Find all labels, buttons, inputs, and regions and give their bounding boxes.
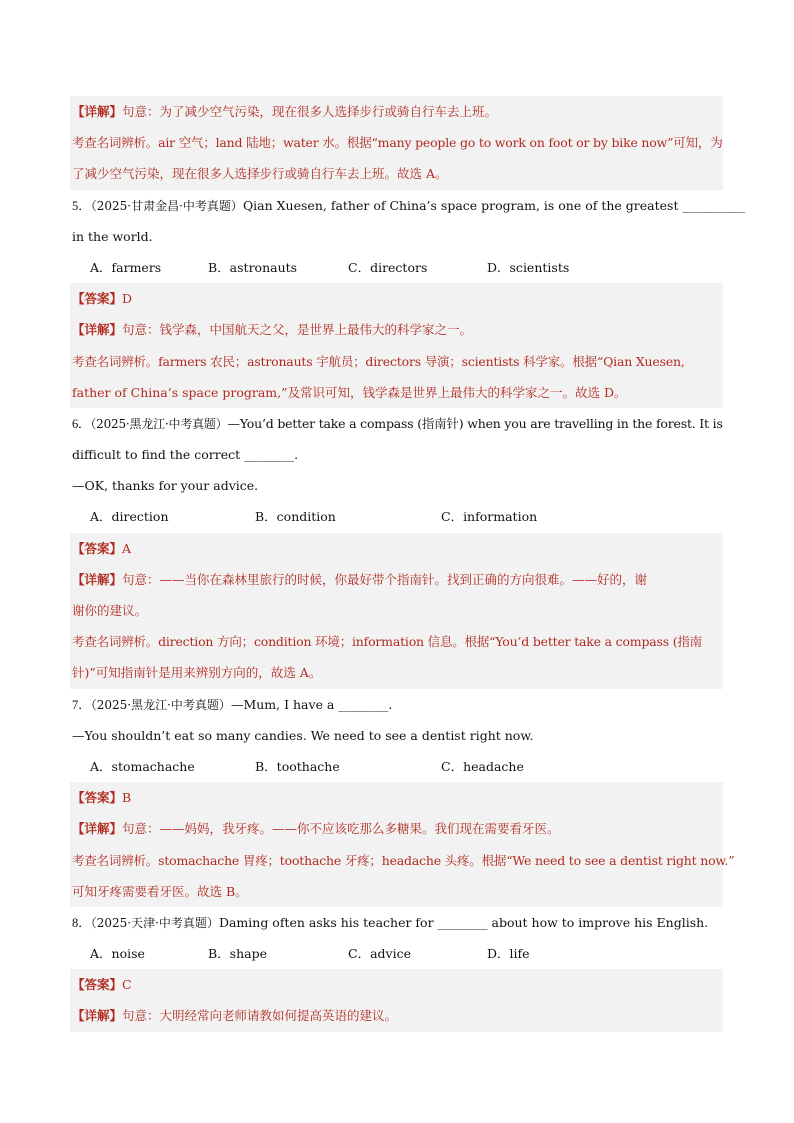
answer-tag: 【答案】 [72, 790, 123, 806]
analysis-line: 考查名词辨析。direction 方向；condition 环境；information 信息。根据“You’d better take a compass (指南 [70, 626, 723, 657]
option-b: B．condition [255, 509, 336, 525]
question-stem [70, 190, 745, 221]
answer-tag: 【答案】 [72, 977, 123, 993]
detail-tag: 【详解】 [72, 1008, 123, 1024]
detail-text: 谢你的建议。 [70, 595, 723, 626]
question-stem [70, 408, 723, 439]
question-list [70, 96, 745, 1032]
detail-text: 句意：——当你在森林里旅行的时候，你最好带个指南针。找到正确的方向很难。——好的，谢 [122, 571, 648, 587]
detail-tag: 【详解】 [72, 571, 123, 587]
detail-line [70, 314, 723, 345]
option-a: A．direction [90, 509, 169, 525]
option-c: C．advice [348, 946, 411, 962]
option-b: B．astronauts [208, 259, 298, 275]
question-number: 5． [72, 198, 91, 213]
question-text: —You’d better take a compass (指南针) when you are travelling in the forest. It is [227, 415, 723, 431]
detail-line [70, 96, 723, 127]
detail-tag: 【详解】 [72, 821, 123, 837]
question-source: （2025·甘肃金昌·中考真题） [90, 198, 243, 213]
option-a: A．noise [90, 946, 145, 962]
answer-line [70, 782, 723, 813]
answer-line [70, 533, 723, 564]
analysis-line: 针)”可知指南针是用来辨别方向的，故选 A。 [70, 657, 723, 688]
option-d: D．scientists [487, 259, 570, 275]
analysis-line: 考查名词辨析。air 空气；land 陆地；water 水。根据“many people go to work on foot or by bike now”可知，为 [70, 127, 723, 158]
option-a: A．farmers [90, 259, 162, 275]
analysis-line: father of China’s space program,”及常识可知，钱学森是世界上最伟大的科学家之一。故选 D。 [70, 377, 723, 408]
option-c: C．information [441, 509, 538, 525]
question-source: （2025·黑龙江·中考真题） [90, 416, 228, 431]
question-stem [70, 907, 723, 938]
question-number: 6． [72, 416, 91, 431]
analysis-line: 了减少空气污染，现在很多人选择步行或骑自行车去上班。故选 A。 [70, 158, 723, 189]
detail-text: 句意：——妈妈，我牙疼。——你不应该吃那么多糖果。我们现在需要看牙医。 [122, 821, 560, 837]
answer-line [70, 969, 723, 1000]
answer-tag: 【答案】 [72, 540, 123, 556]
question-text: Qian Xuesen, father of China’s space program, is one of the greatest __________ [242, 197, 745, 213]
options-row [70, 938, 723, 969]
option-b: B．toothache [255, 758, 340, 774]
detail-text: 句意：为了减少空气污染，现在很多人选择步行或骑自行车去上班。 [122, 104, 498, 119]
answer-line [70, 283, 723, 314]
option-d: D．life [487, 946, 530, 962]
analysis-line: 考查名词辨析。farmers 农民；astronauts 宇航员；directors 导演；scientists 科学家。根据“Qian Xuesen, [70, 346, 723, 377]
question-text: —Mum, I have a ________. [230, 696, 393, 712]
answer-value: C [122, 977, 132, 993]
question-source: （2025·黑龙江·中考真题） [90, 697, 231, 712]
question-source: （2025·天津·中考真题） [90, 915, 219, 930]
question-text: in the world. [72, 228, 153, 244]
question-text: difficult to find the correct ________. [72, 447, 299, 463]
options-row [70, 501, 723, 532]
detail-line [70, 564, 723, 595]
question-stem [70, 689, 723, 720]
question-number: 7． [72, 697, 91, 712]
options-row [70, 252, 723, 283]
detail-line [70, 813, 723, 844]
answer-value: A [122, 540, 132, 556]
analysis-line: 可知牙疼需要看牙医。故选 B。 [70, 876, 723, 907]
option-c: C．headache [441, 758, 524, 774]
answer-value: D [122, 291, 133, 307]
question-text: —You shouldn’t eat so many candies. We need to see a dentist right now. [72, 727, 534, 743]
option-a: A．stomachache [90, 758, 195, 774]
option-c: C．directors [348, 259, 428, 275]
detail-line [70, 1000, 723, 1031]
analysis-line: 考查名词辨析。stomachache 胃疼；toothache 牙疼；headache 头疼。根据“We need to see a dentist right now.” [70, 845, 723, 876]
question-number: 8． [72, 915, 91, 930]
question-text: Daming often asks his teacher for ________ about how to improve his English. [218, 914, 709, 930]
detail-text: 句意：大明经常向老师请教如何提高英语的建议。 [122, 1008, 398, 1024]
detail-tag: 【详解】 [72, 104, 123, 119]
detail-text: 句意：钱学森，中国航天之父，是世界上最伟大的科学家之一。 [122, 322, 473, 338]
options-row [70, 751, 723, 782]
option-b: B．shape [208, 946, 268, 962]
answer-value: B [122, 790, 132, 806]
question-text: —OK, thanks for your advice. [72, 478, 259, 494]
detail-tag: 【详解】 [72, 322, 123, 338]
answer-tag: 【答案】 [72, 291, 123, 307]
